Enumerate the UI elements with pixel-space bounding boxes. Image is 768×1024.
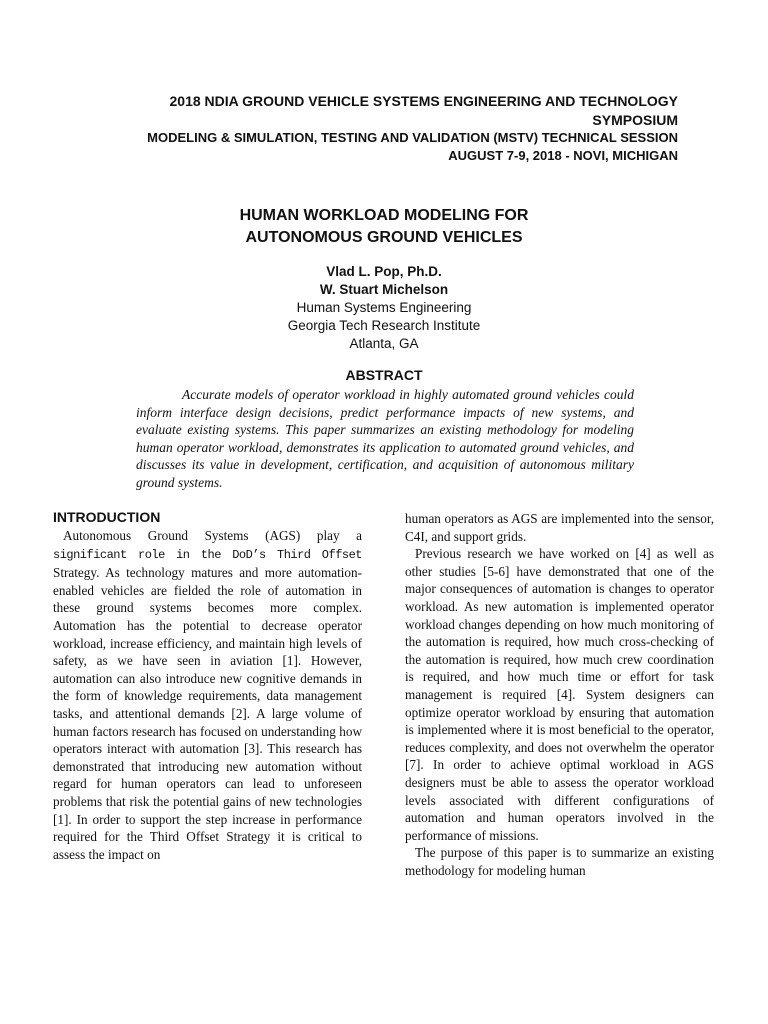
right-column: [405, 510, 714, 879]
paragraph-text: Strategy. As technology matures and more automation-enabled vehicles are fielded the role of automation in these ground systems becomes more complex. Automation has the potential to decrease operator workload, increase efficiency, and maintain high levels of safety, as we have seen in aviation [1]. However, automation can also introduce new cognitive demands in the form of knowledge requirements, data management tasks, and attentional demands [2]. A large volume of human factors research has focused on understanding how operators interact with automation [3]. This research has demonstrated that introducing new automation without regard for human operators can lead to unforeseen problems that risk the potential gains of new technologies [1]. In order to support the step increase in performance required for the Third Offset Strategy it is critical to assess the impact on: [53, 565, 362, 862]
abstract-text: Accurate models of operator workload in highly automated ground vehicles could inform interface design decisions, predict performance impacts of new systems, and evaluate existing systems. This paper summarizes an existing methodology for modeling human operator workload, demonstrates its application to automated ground vehicles, and discusses its value in development, certification, and acquisition of autonomous military ground systems.: [136, 387, 634, 490]
paper-title: [0, 205, 768, 249]
paragraph-text: Autonomous Ground Systems (AGS) play a: [63, 528, 362, 543]
paper-title-line-2: AUTONOMOUS GROUND VEHICLES: [245, 229, 523, 246]
abstract-heading: ABSTRACT: [345, 367, 423, 383]
session-title: MODELING & SIMULATION, TESTING AND VALIDATION (MSTV) TECHNICAL SESSION: [147, 130, 678, 145]
conference-date-location: AUGUST 7-9, 2018 - NOVI, MICHIGAN: [448, 148, 678, 163]
body-paragraph: The purpose of this paper is to summarize an existing methodology for modeling human: [405, 845, 714, 878]
author-name: W. Stuart Michelson: [319, 282, 449, 297]
paragraph-text: significant role in the DoD’s Third Offset: [53, 547, 362, 562]
affiliation: Human Systems Engineering: [296, 300, 472, 315]
body-paragraph: Previous research we have worked on [4] as well as other studies [5-6] have demonstrated that one of the major consequences of automation is changes to operator workload. As new automation is implemented operator workload changes depending on how much monitoring of the automation is required, how much cross-checking of the automation is required, how much crew coordination is required, and how much time or effort for task management is required [4]. System designers can optimize operator workload by ensuring that automation is implemented where it is most beneficial to the operator, reduces complexity, and does not overwhelm the operator [7]. In order to achieve optimal workload in AGS designers must be able to assess the operator workload levels associated with different configurations of automation and human operators involved in the performance of missions.: [405, 546, 714, 843]
left-column: [53, 508, 362, 863]
section-heading: INTRODUCTION: [53, 509, 161, 525]
author-location: Atlanta, GA: [349, 336, 419, 351]
author-block: [0, 263, 768, 353]
paper-title-line-1: HUMAN WORKLOAD MODELING FOR: [239, 207, 529, 224]
symposium-title: 2018 NDIA GROUND VEHICLE SYSTEMS ENGINEERING AND TECHNOLOGY SYMPOSIUM: [169, 93, 678, 128]
affiliation: Georgia Tech Research Institute: [287, 318, 481, 333]
author-name: Vlad L. Pop, Ph.D.: [326, 264, 442, 279]
body-paragraph: human operators as AGS are implemented into the sensor, C4I, and support grids.: [405, 511, 714, 544]
body-paragraph: [53, 527, 362, 863]
